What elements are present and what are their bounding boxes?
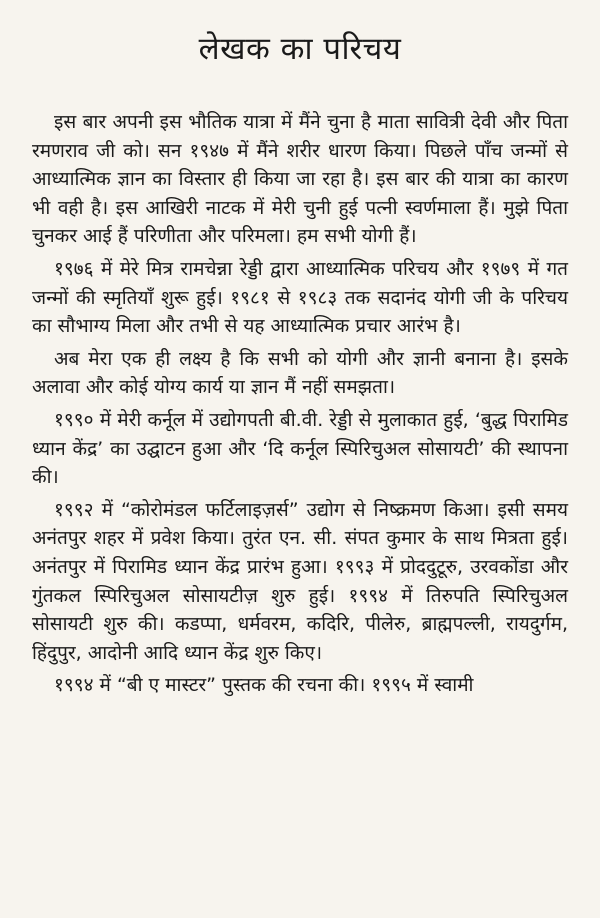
paragraph-1976: १९७६ में मेरे मित्र रामचेन्ना रेड्डी द्वारा आध्यात्मिक परिचय और १९७९ में गत जन्मों की स्मृतियाँ शुरू हुई। १९८१ से १९८३ तक सदानंद योगी जी के परिचय का सौभाग्य मिला और तभी से यह आध्यात्मिक प्रचार आरंभ है। [32, 257, 568, 338]
paragraph-intro: इस बार अपनी इस भौतिक यात्रा में मैंने चुना है माता सावित्री देवी और पिता रमणराव जी को। सन १९४७ में मैंने शरीर धारण किया। पिछले पाँच जन्मों से आध्यात्मिक ज्ञान का विस्तार ही किया जा रहा है। इस बार की यात्रा का कारण भी वही है। इस आखिरी नाटक में मेरी चुनी हुई पत्नी स्वर्णमाला हैं। मुझे पिता चुनकर आई हैं परिणीता और परिमला। हम सभी योगी हैं। [32, 111, 568, 248]
page-title: लेखक का परिचय [198, 31, 402, 67]
paragraph-goal: अब मेरा एक ही लक्ष्य है कि सभी को योगी और ज्ञानी बनाना है। इसके अलावा और कोई योग्य कार्य या ज्ञान मैं नहीं समझता। [32, 347, 568, 399]
paragraph-1990: १९९० में मेरी कर्नूल में उद्योगपती बी.वी. रेड्डी से मुलाकात हुई, ‘बुद्ध पिरामिड ध्यान केंद्र’ का उद्घाटन हुआ और ‘दि कर्नूल स्पिरिचुअल सोसायटी’ की स्थापना की। [32, 408, 568, 489]
paragraph-1992: १९९२ में “कोरोमंडल फर्टिलाइज़र्स” उद्योग से निष्क्रमण किआ। इसी समय अनंतपुर शहर में प्रवेश किया। तुरंत एन. सी. संपत कुमार के साथ मित्रता हुई। अनंतपुर में पिरामिड ध्यान केंद्र प्रारंभ हुआ। १९९३ में प्रोददुटूरु, उरवकोंडा और गुंतकल स्पिरिचुअल सोसायटीज़ शुरु हुई। १९९४ में तिरुपति स्पिरिचुअल सोसायटी शुरु की। कडप्पा, धर्मवरम, कदिरि, पीलेरु, ब्राह्मपल्ली, रायदुर्गम, हिंदुपुर, आदोनी आदि ध्यान केंद्र शुरु किए। [32, 498, 568, 664]
paragraph-1994: १९९४ में “बी ए मास्टर” पुस्तक की रचना की। १९९५ में स्वामी [54, 674, 474, 697]
